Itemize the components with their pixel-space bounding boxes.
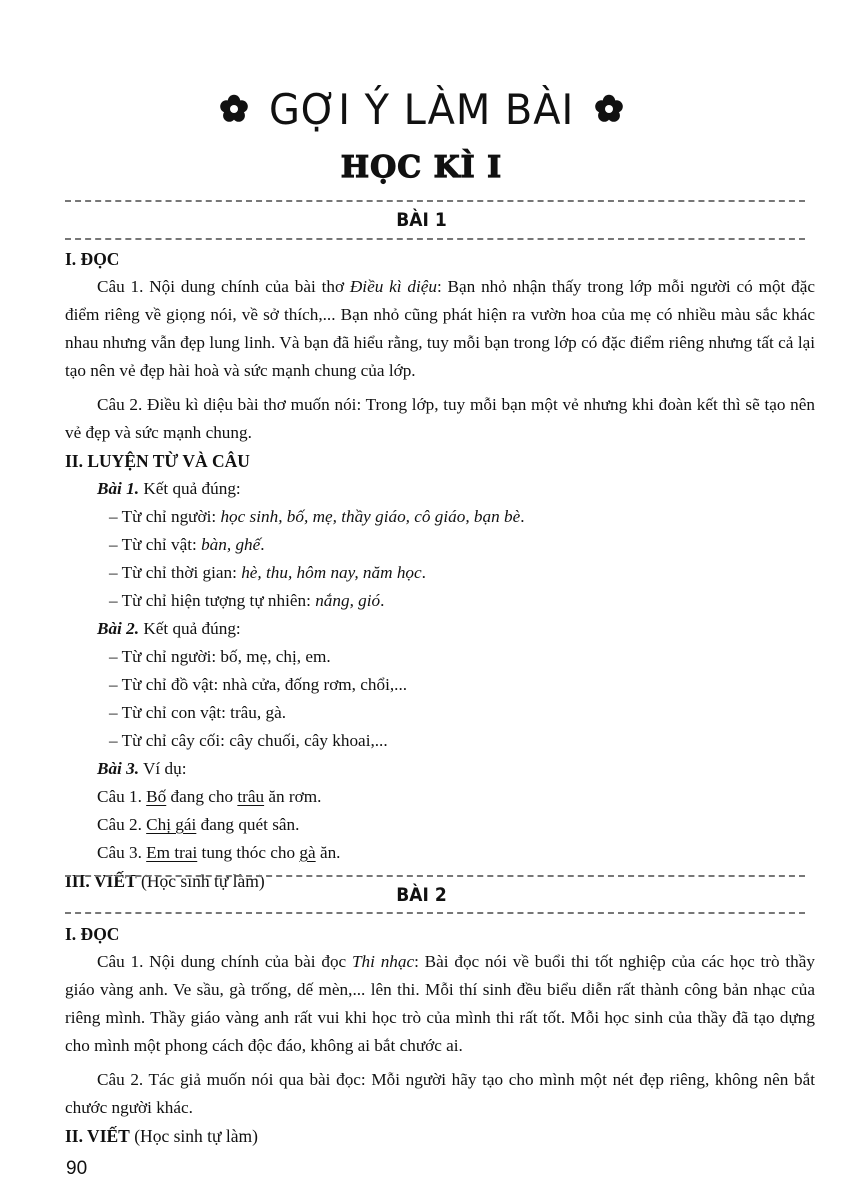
exercise-intro: Ví dụ: — [139, 759, 187, 778]
section-heading: II. LUYỆN TỪ VÀ CÂU — [65, 451, 250, 471]
lesson-title: BÀI 1 — [396, 209, 447, 231]
exercise-intro: Kết quả đúng: — [139, 479, 241, 498]
list-item: – Từ chỉ hiện tượng tự nhiên: nắng, gió. — [109, 591, 385, 610]
list-item: – Từ chỉ đồ vật: nhà cửa, đống rơm, chổi,... — [109, 675, 408, 694]
answer-paragraph — [65, 948, 815, 1060]
list-item: – Từ chỉ người: bố, mẹ, chị, em. — [109, 647, 331, 666]
section-heading: I. ĐỌC — [65, 249, 120, 269]
example-sentence: Câu 3. Em trai tung thóc cho gà ăn. — [97, 843, 341, 862]
lesson-1-content — [65, 245, 815, 895]
list-item: – Từ chỉ con vật: trâu, gà. — [109, 703, 287, 722]
page-number: 90 — [66, 1158, 88, 1179]
divider — [65, 875, 805, 877]
list-item: – Từ chỉ cây cối: cây chuối, cây khoai,... — [109, 731, 388, 750]
exercise-label: Bài 3. — [97, 759, 140, 778]
section-heading: I. ĐỌC — [65, 924, 120, 944]
work-title: Thi nhạc — [351, 952, 415, 971]
exercise-intro: Kết quả đúng: — [139, 619, 241, 638]
exercise-header — [97, 615, 815, 643]
exercise-header — [97, 755, 815, 783]
list-item: – Từ chỉ vật: bàn, ghế. — [109, 535, 265, 554]
section-heading: III. VIẾT (Học sinh tự làm) — [65, 871, 265, 891]
list-item: – Từ chỉ thời gian: hè, thu, hôm nay, năm học. — [109, 563, 426, 582]
answer-text: : Bạn nhỏ nhận thấy trong lớp mỗi người có một đặc điểm riêng về giọng nói, về sở thích,... Bạn nhỏ cũng phát hiện ra vườn hoa của mẹ có nhiều màu sắc khác nhau nhưng vẫn đẹp lung linh. Và bạn đã hiểu rằng, tuy mỗi bạn trong lớp có đặc điểm riêng nhưng tất cả lại tạo nên vẻ đẹp hài hoà và sức mạnh chung của lớp. — [65, 277, 815, 380]
lesson-2-content — [65, 920, 815, 1150]
exercise-header — [97, 475, 815, 503]
answer-text: : Bài đọc nói về buổi thi tốt nghiệp của các học trò thầy giáo vàng anh. Ve sầu, gà trống, dế mèn,... lên thi. Mỗi thí sinh đều biểu diễn rất thành công bản nhạc của riêng mình. Thầy giáo vàng anh rất vui khi học trò của mình thi rất tốt. Mỗi học sinh của thầy đã tạo dựng cho mình một phong cách độc đáo, không ai bắt chước ai. — [65, 952, 815, 1055]
main-title — [0, 82, 843, 138]
answer-text: Câu 1. Nội dung chính của bài thơ — [97, 277, 350, 296]
list-item: – Từ chỉ người: học sinh, bố, mẹ, thầy giáo, cô giáo, bạn bè. — [109, 507, 525, 526]
flower-icon — [594, 94, 624, 124]
flower-icon — [219, 94, 249, 124]
answer-text: Câu 1. Nội dung chính của bài đọc — [97, 952, 352, 971]
section-heading: II. VIẾT (Học sinh tự làm) — [65, 1126, 258, 1146]
exercise-label: Bài 1. — [97, 479, 140, 498]
exercise-label: Bài 2. — [97, 619, 140, 638]
example-sentence: Câu 2. Chị gái đang quét sân. — [97, 815, 300, 834]
answer-paragraph: Câu 2. Điều kì diệu bài thơ muốn nói: Trong lớp, tuy mỗi bạn một vẻ nhưng khi đoàn kết thì sẽ tạo nên vẻ đẹp và sức mạnh chung. — [65, 395, 815, 442]
divider — [65, 200, 805, 202]
lesson-title: BÀI 2 — [396, 884, 447, 906]
title-text: GỢI Ý LÀM BÀI — [268, 85, 575, 134]
work-title: Điều kì diệu — [349, 277, 437, 296]
example-sentence: Câu 1. Bố đang cho trâu ăn rơm. — [97, 787, 322, 806]
divider — [65, 238, 805, 240]
answer-paragraph: Câu 2. Tác giả muốn nói qua bài đọc: Mỗi người hãy tạo cho mình một nét đẹp riêng, không nên bắt chước người khác. — [65, 1070, 815, 1117]
divider — [65, 912, 805, 914]
answer-paragraph — [65, 273, 815, 385]
semester-title: HỌC KÌ I — [340, 150, 503, 185]
